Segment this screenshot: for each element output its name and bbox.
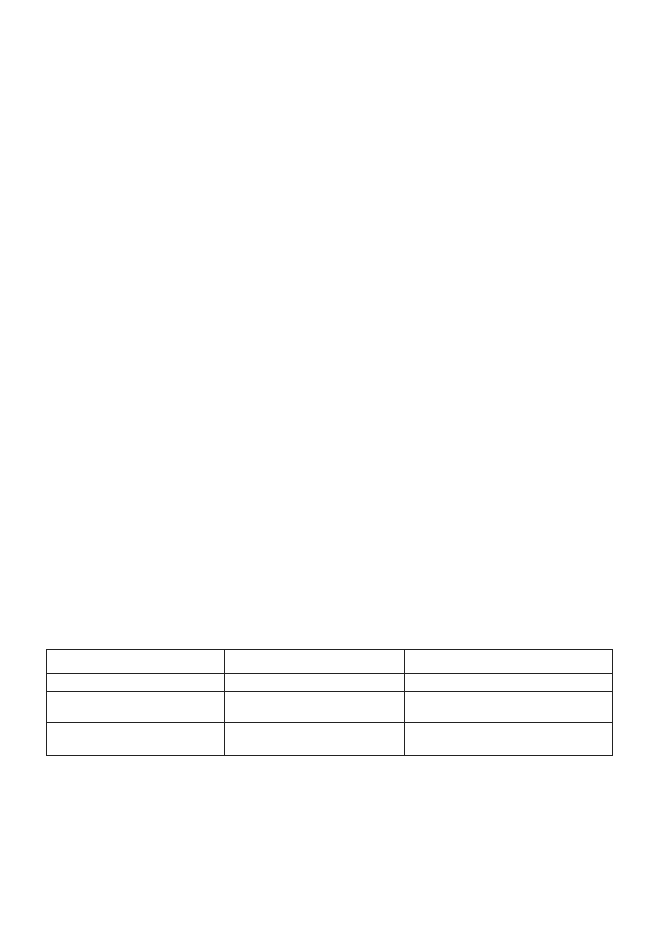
table-row [47,723,613,756]
row-study-type [47,692,225,723]
row-oral-dose [224,723,405,756]
row-oral-dose [224,692,405,723]
row-parenteral-dose [405,692,613,723]
col-header-study-type [47,650,225,674]
units-cell [224,674,405,692]
row-study-type [47,723,225,756]
data-table [46,649,613,756]
col-header-parenteral [405,650,613,674]
col-header-oral [224,650,405,674]
table-header-row [47,650,613,674]
table-units-row [47,674,613,692]
row-parenteral-dose [405,723,613,756]
table-row [47,692,613,723]
